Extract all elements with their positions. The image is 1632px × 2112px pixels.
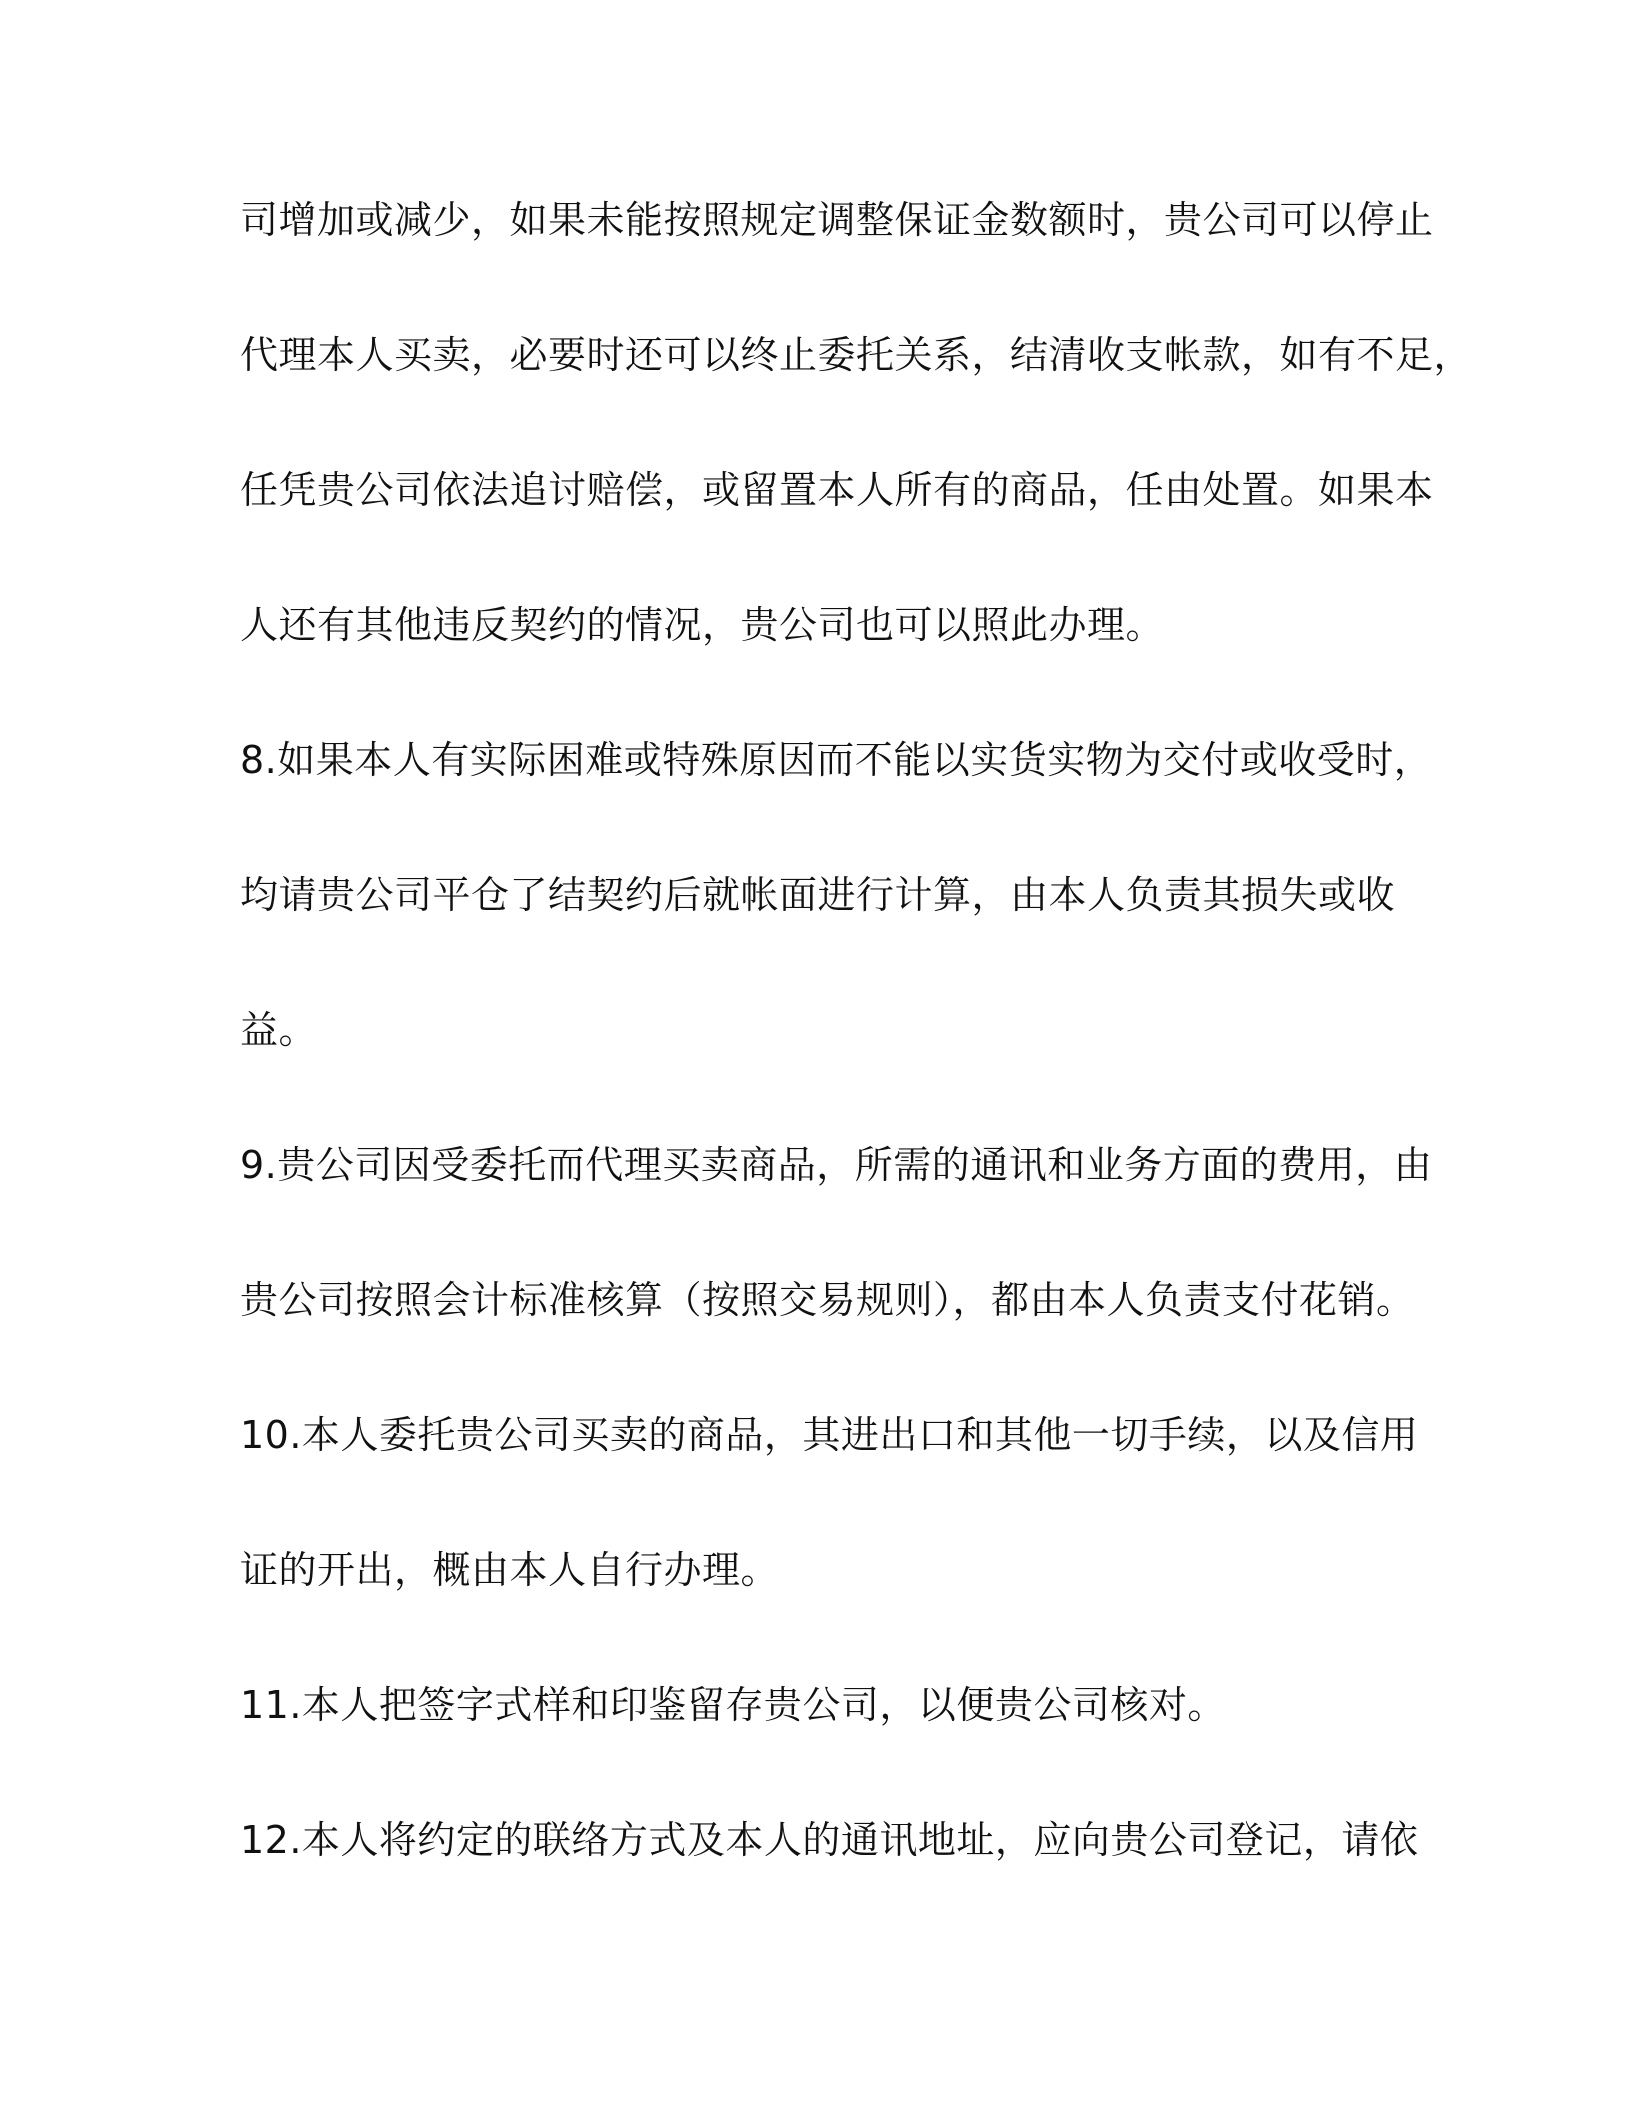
clause-12-line: 12.本人将约定的联络方式及本人的通讯地址，应向贵公司登记，请依 [240,1818,1419,1862]
text-line: 司增加或减少，如果未能按照规定调整保证金数额时，贵公司可以停止 [240,198,1434,242]
clause-11-line: 11.本人把签字式样和印鉴留存贵公司，以便贵公司核对。 [240,1683,1226,1727]
text-line: 贵公司按照会计标准核算（按照交易规则），都由本人负责支付花销。 [240,1278,1415,1322]
document-body [240,190,1473,1945]
text-line: 代理本人买卖，必要时还可以终止委托关系，结清收支帐款，如有不足， [240,333,1473,377]
text-line: 证的开出，概由本人自行办理。 [240,1548,780,1592]
clause-10-line: 10.本人委托贵公司买卖的商品，其进出口和其他一切手续，以及信用 [240,1413,1419,1457]
text-line: 均请贵公司平仓了结契约后就帐面进行计算，由本人负责其损失或收 [240,873,1396,917]
text-line: 人还有其他违反契约的情况，贵公司也可以照此办理。 [240,603,1165,647]
text-line: 益。 [240,1008,318,1052]
clause-8-line: 8.如果本人有实际困难或特殊原因而不能以实货实物为交付或收受时， [240,738,1433,782]
text-line: 任凭贵公司依法追讨赔偿，或留置本人所有的商品，任由处置。如果本 [240,468,1434,512]
clause-9-line: 9.贵公司因受委托而代理买卖商品，所需的通讯和业务方面的费用，由 [240,1143,1433,1187]
